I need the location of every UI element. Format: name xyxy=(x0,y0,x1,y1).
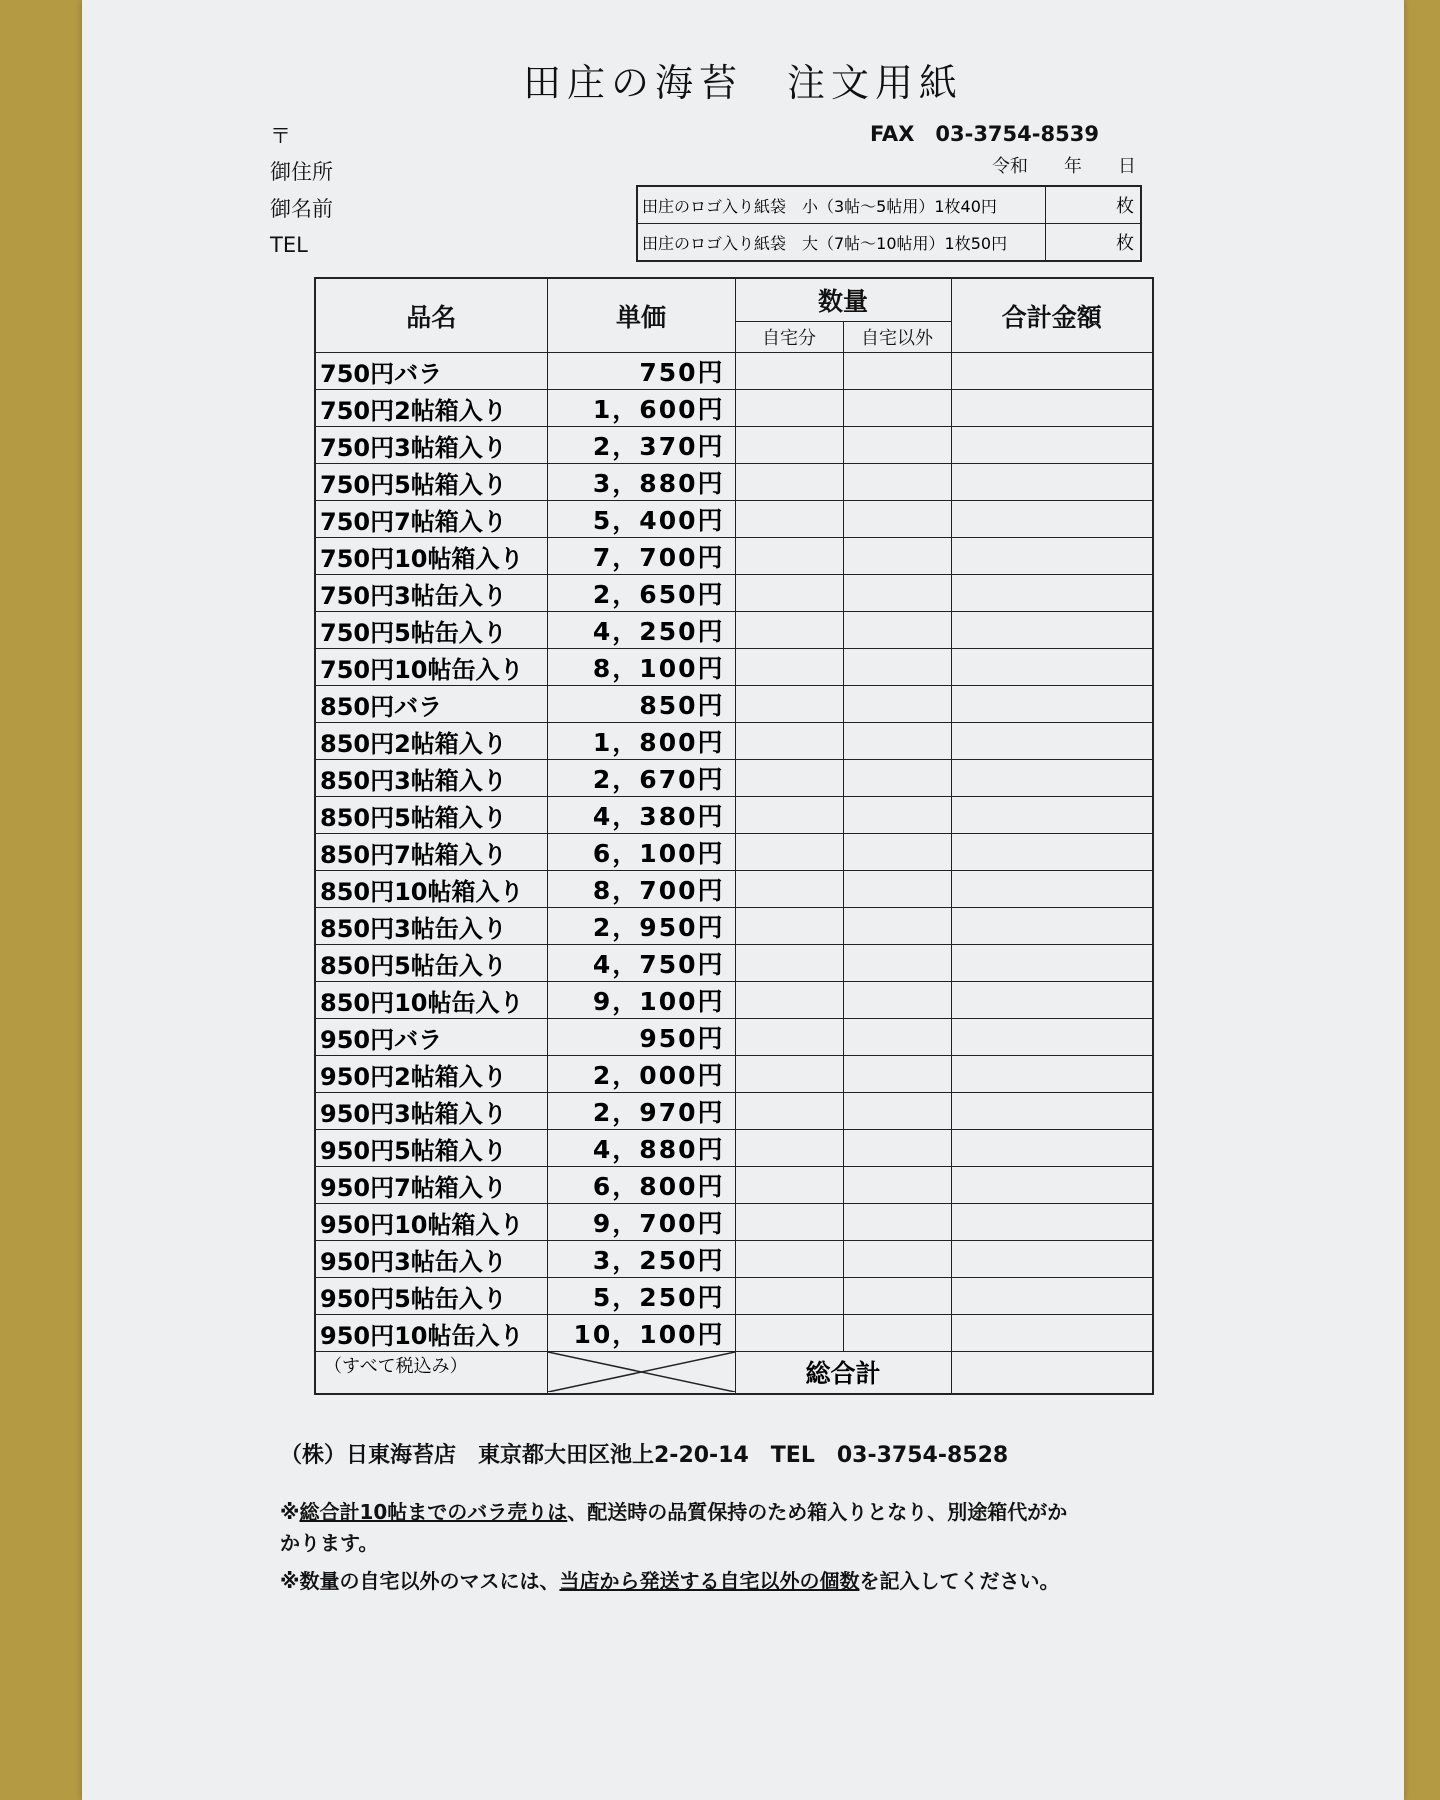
table-row xyxy=(315,908,1153,945)
total-amount-cell[interactable] xyxy=(951,797,1153,834)
item-price: 2，650円 xyxy=(547,575,735,612)
qty-home-cell[interactable] xyxy=(735,945,843,982)
table-row xyxy=(315,353,1153,390)
table-row xyxy=(315,1167,1153,1204)
item-name: 750円10帖箱入り xyxy=(315,538,547,575)
table-row xyxy=(315,1130,1153,1167)
qty-home-cell[interactable] xyxy=(735,982,843,1019)
qty-other-cell[interactable] xyxy=(843,723,951,760)
form-title: 田庄の海苔 注文用紙 xyxy=(522,61,963,105)
item-name: 950円バラ xyxy=(315,1019,547,1056)
item-price: 5，250円 xyxy=(547,1278,735,1315)
item-name: 850円10帖箱入り xyxy=(315,871,547,908)
item-price: 1，800円 xyxy=(547,723,735,760)
note-2-underlined: 当店から発送する自宅以外の個数 xyxy=(559,1569,860,1593)
address-label: 御住所 xyxy=(270,160,333,184)
paper-bag-large-label: 田庄のロゴ入り紙袋 大（7帖～10帖用）1枚50円 xyxy=(637,224,1046,262)
table-row xyxy=(315,575,1153,612)
item-price: 6，800円 xyxy=(547,1167,735,1204)
item-price: 6，100円 xyxy=(547,834,735,871)
table-row xyxy=(315,1315,1153,1352)
qty-home-cell[interactable] xyxy=(735,1093,843,1130)
qty-home-cell[interactable] xyxy=(735,464,843,501)
item-name: 850円7帖箱入り xyxy=(315,834,547,871)
qty-other-cell[interactable] xyxy=(843,982,951,1019)
qty-home-cell[interactable] xyxy=(735,1278,843,1315)
qty-home-cell[interactable] xyxy=(735,686,843,723)
qty-home-cell[interactable] xyxy=(735,1056,843,1093)
note-2 xyxy=(280,1565,1059,1594)
item-name: 850円3帖缶入り xyxy=(315,908,547,945)
item-price: 2，000円 xyxy=(547,1056,735,1093)
qty-home-cell[interactable] xyxy=(735,575,843,612)
qty-other-cell[interactable] xyxy=(843,575,951,612)
item-name: 950円3帖箱入り xyxy=(315,1093,547,1130)
tax-note: （すべて税込み） xyxy=(315,1352,547,1394)
qty-other-cell[interactable] xyxy=(843,1167,951,1204)
item-price: 4，250円 xyxy=(547,612,735,649)
qty-home-cell[interactable] xyxy=(735,760,843,797)
header-unit-price: 単価 xyxy=(547,278,735,353)
item-name: 750円3帖箱入り xyxy=(315,427,547,464)
name-label: 御名前 xyxy=(270,197,333,221)
total-amount-cell[interactable] xyxy=(951,427,1153,464)
note-1 xyxy=(280,1496,1067,1525)
item-price: 4，880円 xyxy=(547,1130,735,1167)
item-name: 950円10帖缶入り xyxy=(315,1315,547,1352)
table-row xyxy=(315,1241,1153,1278)
item-name: 950円3帖缶入り xyxy=(315,1241,547,1278)
total-amount-cell[interactable] xyxy=(951,760,1153,797)
qty-other-cell[interactable] xyxy=(843,834,951,871)
qty-other-cell[interactable] xyxy=(843,1241,951,1278)
table-row xyxy=(315,797,1153,834)
total-amount-cell[interactable] xyxy=(951,1204,1153,1241)
item-price: 4，750円 xyxy=(547,945,735,982)
header-item-name: 品名 xyxy=(315,278,547,353)
item-name: 750円2帖箱入り xyxy=(315,390,547,427)
item-price: 950円 xyxy=(547,1019,735,1056)
header-quantity: 数量 xyxy=(735,278,951,322)
qty-home-cell[interactable] xyxy=(735,1019,843,1056)
item-name: 950円5帖缶入り xyxy=(315,1278,547,1315)
table-row xyxy=(315,1056,1153,1093)
crossed-cell xyxy=(547,1352,735,1394)
total-amount-cell[interactable] xyxy=(951,1093,1153,1130)
total-amount-cell[interactable] xyxy=(951,464,1153,501)
qty-other-cell[interactable] xyxy=(843,1019,951,1056)
paper-bag-large-unit[interactable]: 枚 xyxy=(1046,224,1142,262)
total-amount-cell[interactable] xyxy=(951,1241,1153,1278)
item-price: 750円 xyxy=(547,353,735,390)
table-row xyxy=(315,390,1153,427)
qty-other-cell[interactable] xyxy=(843,1204,951,1241)
qty-home-cell[interactable] xyxy=(735,390,843,427)
paper-bag-row-large xyxy=(637,224,1141,262)
item-name: 850円3帖箱入り xyxy=(315,760,547,797)
table-row xyxy=(315,427,1153,464)
qty-home-cell[interactable] xyxy=(735,538,843,575)
total-amount-cell[interactable] xyxy=(951,575,1153,612)
table-row xyxy=(315,871,1153,908)
paper-bag-row-small xyxy=(637,186,1141,224)
postal-mark: 〒 xyxy=(270,124,291,148)
qty-other-cell[interactable] xyxy=(843,1315,951,1352)
total-amount-cell[interactable] xyxy=(951,834,1153,871)
item-name: 850円バラ xyxy=(315,686,547,723)
grand-total-label: 総合計 xyxy=(735,1352,951,1394)
qty-other-cell[interactable] xyxy=(843,1056,951,1093)
total-amount-cell[interactable] xyxy=(951,871,1153,908)
qty-home-cell[interactable] xyxy=(735,1241,843,1278)
company-info: （株）日東海苔店 東京都大田区池上2-20-14 TEL 03-3754-8528 xyxy=(280,1443,1009,1468)
qty-home-cell[interactable] xyxy=(735,427,843,464)
qty-other-cell[interactable] xyxy=(843,390,951,427)
table-row xyxy=(315,760,1153,797)
item-price: 10，100円 xyxy=(547,1315,735,1352)
table-row xyxy=(315,1019,1153,1056)
item-price: 850円 xyxy=(547,686,735,723)
qty-other-cell[interactable] xyxy=(843,797,951,834)
qty-other-cell[interactable] xyxy=(843,501,951,538)
item-price: 8，100円 xyxy=(547,649,735,686)
table-row xyxy=(315,723,1153,760)
item-price: 2，970円 xyxy=(547,1093,735,1130)
table-row xyxy=(315,1278,1153,1315)
item-price: 3，250円 xyxy=(547,1241,735,1278)
item-name: 750円5帖箱入り xyxy=(315,464,547,501)
item-name: 750円3帖缶入り xyxy=(315,575,547,612)
total-amount-cell[interactable] xyxy=(951,723,1153,760)
item-name: 750円7帖箱入り xyxy=(315,501,547,538)
header-qty-other: 自宅以外 xyxy=(843,322,951,353)
item-name: 950円5帖箱入り xyxy=(315,1130,547,1167)
item-name: 750円バラ xyxy=(315,353,547,390)
total-amount-cell[interactable] xyxy=(951,649,1153,686)
table-row xyxy=(315,982,1153,1019)
qty-home-cell[interactable] xyxy=(735,871,843,908)
item-name: 750円5帖缶入り xyxy=(315,612,547,649)
item-name: 950円10帖箱入り xyxy=(315,1204,547,1241)
header-total-amount: 合計金額 xyxy=(951,278,1153,353)
qty-home-cell[interactable] xyxy=(735,908,843,945)
table-row xyxy=(315,834,1153,871)
table-row xyxy=(315,1093,1153,1130)
item-price: 8，700円 xyxy=(547,871,735,908)
table-row xyxy=(315,649,1153,686)
note-1-prefix: ※ xyxy=(280,1500,300,1524)
total-amount-cell[interactable] xyxy=(951,1315,1153,1352)
table-row xyxy=(315,612,1153,649)
total-amount-cell[interactable] xyxy=(951,1056,1153,1093)
total-amount-cell[interactable] xyxy=(951,686,1153,723)
table-row xyxy=(315,945,1153,982)
qty-other-cell[interactable] xyxy=(843,1130,951,1167)
item-name: 850円2帖箱入り xyxy=(315,723,547,760)
item-price: 2，670円 xyxy=(547,760,735,797)
qty-other-cell[interactable] xyxy=(843,649,951,686)
total-amount-cell[interactable] xyxy=(951,945,1153,982)
qty-home-cell[interactable] xyxy=(735,723,843,760)
table-row xyxy=(315,686,1153,723)
item-name: 750円10帖缶入り xyxy=(315,649,547,686)
qty-home-cell[interactable] xyxy=(735,353,843,390)
item-price: 4，380円 xyxy=(547,797,735,834)
qty-other-cell[interactable] xyxy=(843,1093,951,1130)
total-amount-cell[interactable] xyxy=(951,982,1153,1019)
total-amount-cell[interactable] xyxy=(951,1278,1153,1315)
table-row xyxy=(315,464,1153,501)
table-row xyxy=(315,538,1153,575)
total-amount-cell[interactable] xyxy=(951,1167,1153,1204)
item-price: 5，400円 xyxy=(547,501,735,538)
qty-home-cell[interactable] xyxy=(735,797,843,834)
total-amount-cell[interactable] xyxy=(951,1130,1153,1167)
note-2-c: を記入してください。 xyxy=(859,1569,1060,1593)
order-form-sheet xyxy=(82,0,1404,1800)
fax-number: FAX 03-3754-8539 xyxy=(870,122,1099,146)
item-price: 2，370円 xyxy=(547,427,735,464)
paper-bag-small-label: 田庄のロゴ入り紙袋 小（3帖～5帖用）1枚40円 xyxy=(637,186,1046,224)
qty-home-cell[interactable] xyxy=(735,1204,843,1241)
qty-home-cell[interactable] xyxy=(735,501,843,538)
qty-other-cell[interactable] xyxy=(843,760,951,797)
header-qty-home: 自宅分 xyxy=(735,322,843,353)
qty-home-cell[interactable] xyxy=(735,1315,843,1352)
qty-other-cell[interactable] xyxy=(843,871,951,908)
total-amount-cell[interactable] xyxy=(951,501,1153,538)
table-row xyxy=(315,1204,1153,1241)
paper-bag-table xyxy=(636,185,1142,262)
qty-other-cell[interactable] xyxy=(843,612,951,649)
item-name: 850円10帖缶入り xyxy=(315,982,547,1019)
item-price: 2，950円 xyxy=(547,908,735,945)
qty-other-cell[interactable] xyxy=(843,353,951,390)
qty-other-cell[interactable] xyxy=(843,538,951,575)
qty-other-cell[interactable] xyxy=(843,464,951,501)
qty-other-cell[interactable] xyxy=(843,686,951,723)
qty-other-cell[interactable] xyxy=(843,427,951,464)
total-amount-cell[interactable] xyxy=(951,1019,1153,1056)
item-price: 1，600円 xyxy=(547,390,735,427)
qty-home-cell[interactable] xyxy=(735,649,843,686)
total-amount-cell[interactable] xyxy=(951,353,1153,390)
date-line: 令和 年 日 xyxy=(992,156,1136,177)
qty-other-cell[interactable] xyxy=(843,908,951,945)
qty-other-cell[interactable] xyxy=(843,1278,951,1315)
item-price: 9，100円 xyxy=(547,982,735,1019)
grand-total-cell[interactable] xyxy=(951,1352,1153,1394)
order-table xyxy=(314,277,1154,1395)
note-2-a: ※数量の自宅以外のマスには、 xyxy=(280,1569,560,1593)
qty-home-cell[interactable] xyxy=(735,612,843,649)
item-name: 850円5帖箱入り xyxy=(315,797,547,834)
qty-home-cell[interactable] xyxy=(735,834,843,871)
item-price: 9，700円 xyxy=(547,1204,735,1241)
note-1-line-2: かります。 xyxy=(280,1531,379,1555)
qty-other-cell[interactable] xyxy=(843,945,951,982)
note-1-rest: 、配送時の品質保持のため箱入りとなり、別途箱代がか xyxy=(567,1500,1068,1524)
item-name: 950円7帖箱入り xyxy=(315,1167,547,1204)
item-price: 3，880円 xyxy=(547,464,735,501)
item-price: 7，700円 xyxy=(547,538,735,575)
qty-home-cell[interactable] xyxy=(735,1130,843,1167)
total-amount-cell[interactable] xyxy=(951,390,1153,427)
note-1-underlined: 総合計10帖までのバラ売りは xyxy=(299,1500,568,1524)
cross-mark xyxy=(548,1352,735,1392)
total-amount-cell[interactable] xyxy=(951,908,1153,945)
total-amount-cell[interactable] xyxy=(951,612,1153,649)
item-name: 850円5帖缶入り xyxy=(315,945,547,982)
qty-home-cell[interactable] xyxy=(735,1167,843,1204)
paper-bag-small-unit[interactable]: 枚 xyxy=(1046,186,1142,224)
tel-label: TEL xyxy=(270,233,308,257)
item-name: 950円2帖箱入り xyxy=(315,1056,547,1093)
total-amount-cell[interactable] xyxy=(951,538,1153,575)
table-row xyxy=(315,501,1153,538)
